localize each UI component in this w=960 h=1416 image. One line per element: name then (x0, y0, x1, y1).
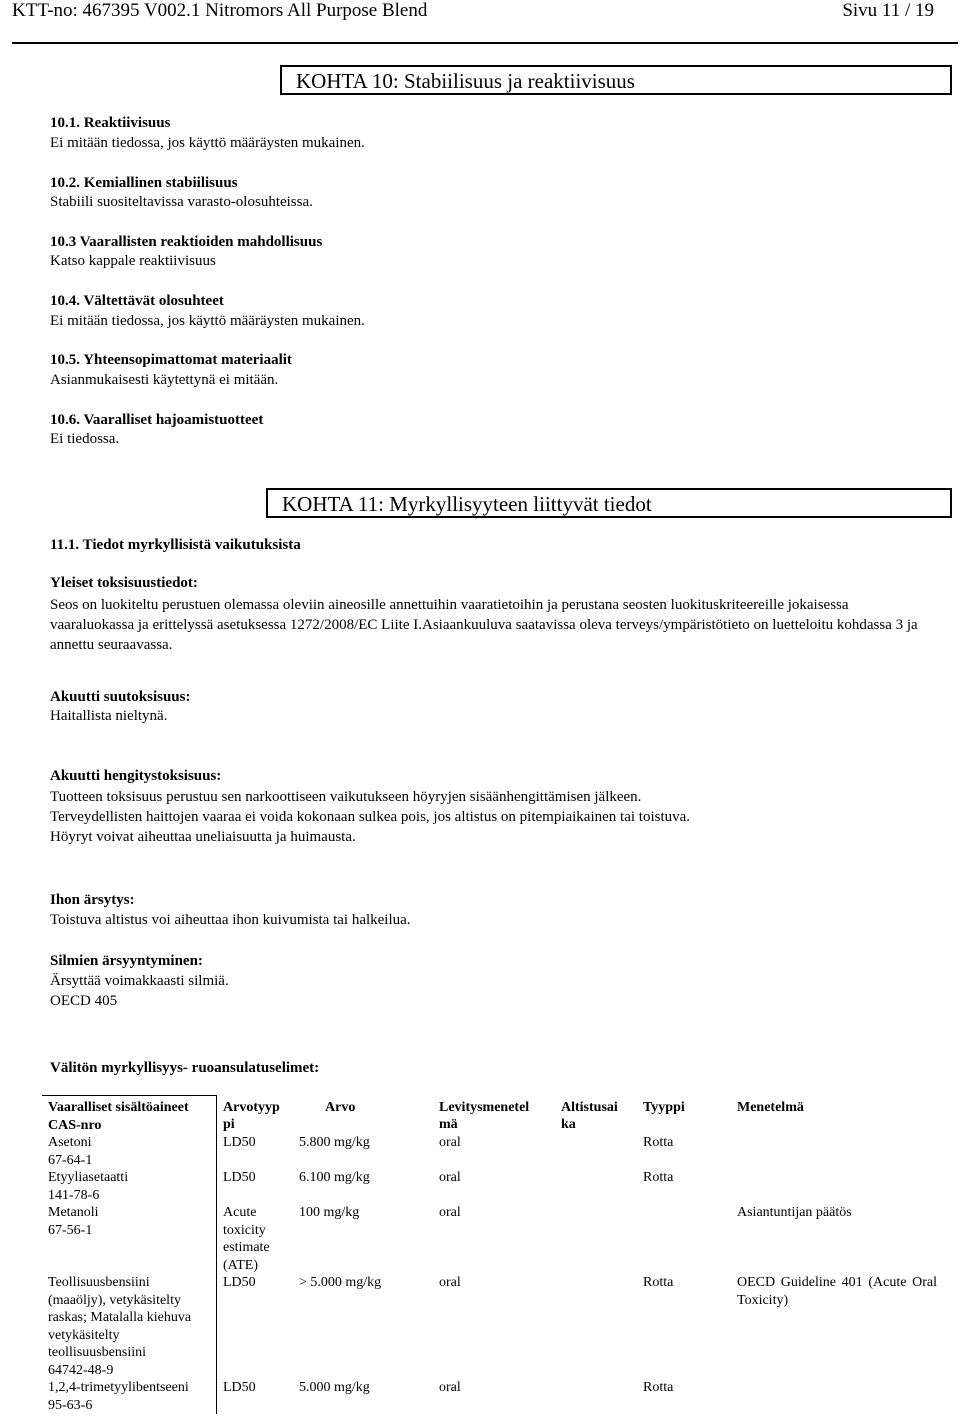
acute-inhalation-line: Tuotteen toksisuus perustuu sen narkoottiseen vaikutukseen höyryjen sisäänhengittämisen jälkeen. (50, 789, 642, 805)
col-header: Levitysmenetel mä (439, 1099, 530, 1132)
table-row (42, 1204, 937, 1274)
acute-inhalation-line: Terveydellisten haittojen vaaraa ei voida kokonaan sulkea pois, jos altistus on pitempiaikainen tai toistuva. (50, 809, 691, 825)
table-cell: LD50 (223, 1380, 256, 1395)
table-cell (555, 1169, 637, 1204)
table-cell: 5.000 mg/kg (299, 1380, 370, 1395)
col-header: Vaaralliset sisältöaineet CAS-nro (42, 1096, 217, 1135)
table-cell: Rotta (643, 1170, 674, 1185)
table-cell: 5.800 mg/kg (299, 1135, 370, 1150)
table-cell (731, 1169, 937, 1204)
s10-6-heading: 10.6. Vaaralliset hajoamistuotteet (50, 412, 264, 428)
table-cell: Metanoli 67-56-1 (42, 1204, 217, 1274)
acute-tox-table-heading: Välitön myrkyllisyys- ruoansulatuselimet: (50, 1060, 320, 1076)
s11-1-heading: 11.1. Tiedot myrkyllisistä vaikutuksista (50, 537, 301, 553)
s10-5-text: Asianmukaisesti käytettynä ei mitään. (50, 372, 279, 388)
s10-6-text: Ei tiedossa. (50, 431, 120, 447)
table-cell: OECD Guideline 401 (Acute Oral Toxicity) (737, 1275, 937, 1308)
table-cell (555, 1379, 637, 1414)
section-11-title-box (266, 488, 952, 518)
acute-inhalation-heading: Akuutti hengitystoksisuus: (50, 768, 222, 784)
table-cell: Asiantuntijan päätös (737, 1205, 852, 1220)
s10-1-heading: 10.1. Reaktiivisuus (50, 115, 171, 131)
table-cell (555, 1134, 637, 1169)
table-cell: Rotta (643, 1275, 674, 1290)
table-cell: Teollisuusbensiini (maaöljy), vetykäsitelty raskas; Matalalla kiehuva vetykäsitelty teollisuusbensiini 64742-48-9 (42, 1274, 217, 1379)
col-header: Arvo (325, 1099, 356, 1115)
table-cell: 1,2,4-trimetyylibentseeni 95-63-6 (42, 1379, 217, 1414)
general-tox-heading: Yleiset toksisuustiedot: (50, 575, 198, 591)
table-cell (637, 1204, 731, 1274)
table-cell (555, 1204, 637, 1274)
table-header-row (42, 1096, 937, 1135)
table-row (42, 1379, 937, 1414)
table-cell: oral (439, 1205, 461, 1220)
eye-irritation-line: OECD 405 (50, 993, 118, 1009)
acute-inhalation-line: Höyryt voivat aiheuttaa uneliaisuutta ja huimausta. (50, 829, 356, 845)
page-header (12, 0, 948, 24)
skin-irritation-heading: Ihon ärsytys: (50, 892, 135, 908)
table-cell (555, 1274, 637, 1379)
skin-irritation-text: Toistuva altistus voi aiheuttaa ihon kuivumista tai halkeilua. (50, 912, 411, 928)
header-divider (12, 42, 958, 44)
table-row (42, 1274, 937, 1379)
page-number: Sivu 11 / 19 (842, 0, 934, 21)
table-cell: Rotta (643, 1380, 674, 1395)
col-header: Tyyppi (643, 1099, 685, 1115)
table-cell: > 5.000 mg/kg (299, 1275, 382, 1290)
s10-3-heading: 10.3 Vaarallisten reaktioiden mahdollisuus (50, 234, 323, 250)
table-row (42, 1134, 937, 1169)
table-cell: oral (439, 1275, 461, 1290)
table-cell: 6.100 mg/kg (299, 1170, 370, 1185)
s10-1-text: Ei mitään tiedossa, jos käyttö määräysten mukainen. (50, 135, 365, 151)
acute-oral-heading: Akuutti suutoksisuus: (50, 689, 191, 705)
table-row (42, 1169, 937, 1204)
eye-irritation-line: Ärsyttää voimakkaasti silmiä. (50, 973, 229, 989)
table-cell: 100 mg/kg (299, 1205, 360, 1220)
table-cell: oral (439, 1135, 461, 1150)
s10-4-text: Ei mitään tiedossa, jos käyttö määräysten mukainen. (50, 313, 365, 329)
table-cell: oral (439, 1380, 461, 1395)
acute-toxicity-table (42, 1095, 938, 1414)
col-header: Altistusai ka (561, 1099, 618, 1132)
acute-oral-text: Haitallista nieltynä. (50, 708, 168, 724)
table-cell: Etyyliasetaatti 141-78-6 (42, 1169, 217, 1204)
table-cell: oral (439, 1170, 461, 1185)
s10-5-heading: 10.5. Yhteensopimattomat materiaalit (50, 352, 292, 368)
table-cell: Asetoni 67-64-1 (42, 1134, 217, 1169)
section-11-title: KOHTA 11: Myrkyllisyyteen liittyvät tiedot (282, 492, 652, 516)
s10-4-heading: 10.4. Vältettävät olosuhteet (50, 293, 224, 309)
table-cell (731, 1379, 937, 1414)
document-id: KTT-no: 467395 V002.1 Nitromors All Purpose Blend (12, 0, 428, 21)
table-cell: Acute toxicity estimate (ATE) (223, 1205, 270, 1273)
col-header: Arvotyyp pi (223, 1099, 280, 1132)
eye-irritation-heading: Silmien ärsyyntyminen: (50, 953, 203, 969)
table-cell (731, 1134, 937, 1169)
section-10-title-box (280, 65, 952, 95)
s10-3-text: Katso kappale reaktiivisuus (50, 253, 216, 269)
general-tox-text: Seos on luokiteltu perustuen olemassa oleviin aineosille annettuihin vaaratietoihin ja perustana seosten luokituskriteereille jokaisessa vaaraluokassa ja erittelyssä asetuksessa 1272/2008/EC Liite I.Asiaankuuluva saatavissa oleva terveys/ympäristötieto on luetteloitu kohdassa 3 ja annettu seuraavassa. (50, 597, 918, 653)
table-cell: LD50 (223, 1275, 256, 1290)
table-cell: LD50 (223, 1135, 256, 1150)
section-10-title: KOHTA 10: Stabiilisuus ja reaktiivisuus (296, 69, 635, 93)
s10-2-heading: 10.2. Kemiallinen stabiilisuus (50, 175, 238, 191)
s10-2-text: Stabiili suositeltavissa varasto-olosuhteissa. (50, 194, 313, 210)
table-cell: LD50 (223, 1170, 256, 1185)
col-header: Menetelmä (737, 1099, 804, 1115)
table-cell: Rotta (643, 1135, 674, 1150)
